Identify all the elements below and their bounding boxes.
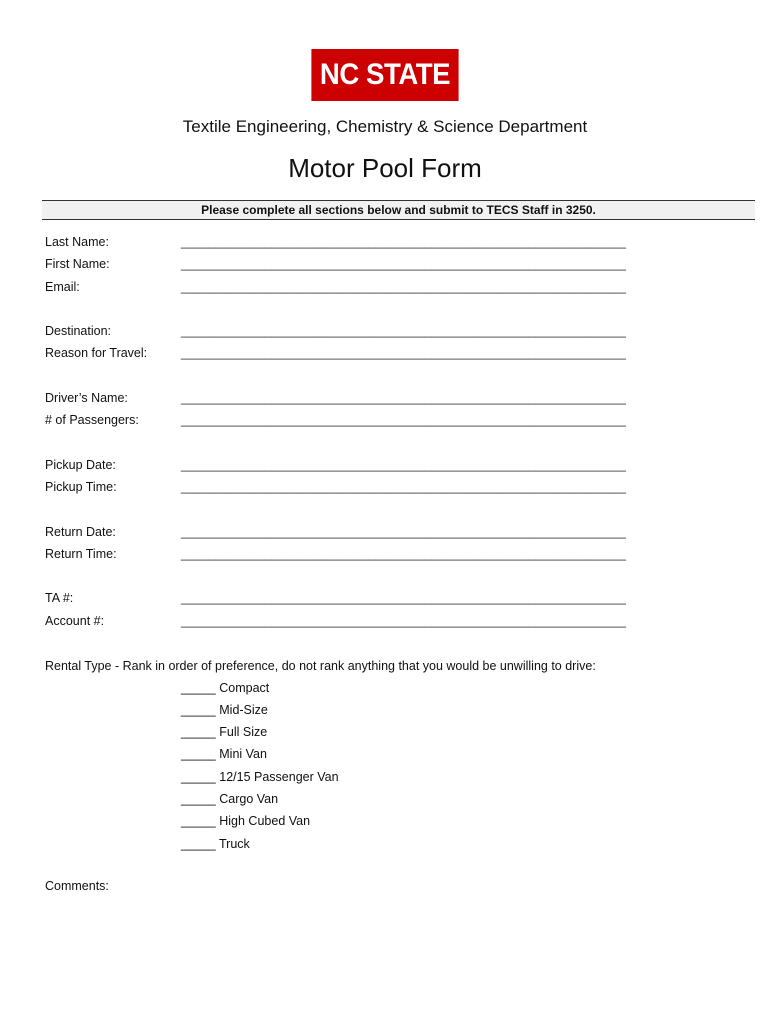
ta-number-label: TA #: <box>45 591 74 605</box>
first-name-field[interactable]: ________________________________________________________________ <box>181 257 626 271</box>
nc-state-logo: NC STATE <box>311 49 458 101</box>
first-name-label: First Name: <box>45 257 110 271</box>
rental-option-label: High Cubed Van <box>219 814 311 828</box>
drivers-name-field[interactable]: ________________________________________________________________ <box>181 391 626 405</box>
last-name-field[interactable]: ________________________________________________________________ <box>181 235 626 249</box>
rank-blank[interactable]: _____ <box>181 837 216 851</box>
email-label: Email: <box>45 280 80 294</box>
department-name: Textile Engineering, Chemistry & Science Department <box>182 117 588 136</box>
email-field[interactable]: ________________________________________________________________ <box>181 280 626 294</box>
rental-option-cargo-van[interactable] <box>181 792 278 806</box>
rental-option-label: Mini Van <box>219 747 267 761</box>
return-time-label: Return Time: <box>45 547 117 561</box>
rental-option-label: Truck <box>219 837 250 851</box>
rental-option-label: Mid-Size <box>219 703 268 717</box>
last-name-label: Last Name: <box>45 235 109 249</box>
rental-option-mid-size[interactable] <box>181 703 268 717</box>
form-title: Motor Pool Form <box>288 153 482 183</box>
rental-option-truck[interactable] <box>181 837 250 851</box>
rental-option-mini-van[interactable] <box>181 747 267 761</box>
destination-field[interactable]: ________________________________________________________________ <box>181 324 626 338</box>
rank-blank[interactable]: _____ <box>181 681 216 695</box>
rental-type-instructions: Rental Type - Rank in order of preference, do not rank anything that you would be unwilling to drive: <box>45 659 596 673</box>
rank-blank[interactable]: _____ <box>181 792 216 806</box>
instructions-banner: Please complete all sections below and submit to TECS Staff in 3250. <box>42 200 755 220</box>
passengers-field[interactable]: ________________________________________________________________ <box>181 413 626 427</box>
pickup-date-field[interactable]: ________________________________________________________________ <box>181 458 626 472</box>
return-date-label: Return Date: <box>45 525 116 539</box>
comments-label: Comments: <box>45 879 109 893</box>
return-time-field[interactable]: ________________________________________________________________ <box>181 547 626 561</box>
rental-option-compact[interactable] <box>181 681 269 695</box>
pickup-time-label: Pickup Time: <box>45 480 117 494</box>
ta-number-field[interactable]: ________________________________________________________________ <box>181 591 626 605</box>
rank-blank[interactable]: _____ <box>181 725 216 739</box>
rank-blank[interactable]: _____ <box>181 814 216 828</box>
rental-option-label: Full Size <box>219 725 268 739</box>
rank-blank[interactable]: _____ <box>181 703 216 717</box>
rental-option-high-cubed-van[interactable] <box>181 814 310 828</box>
rank-blank[interactable]: _____ <box>181 770 216 784</box>
rental-option-passenger-van[interactable] <box>181 770 339 784</box>
reason-for-travel-field[interactable]: ________________________________________________________________ <box>181 346 626 360</box>
account-number-label: Account #: <box>45 614 105 628</box>
drivers-name-label: Driver’s Name: <box>45 391 128 405</box>
pickup-date-label: Pickup Date: <box>45 458 116 472</box>
pickup-time-field[interactable]: ________________________________________________________________ <box>181 480 626 494</box>
rental-option-label: Cargo Van <box>219 792 279 806</box>
passengers-label: # of Passengers: <box>45 413 139 427</box>
rental-option-full-size[interactable] <box>181 725 267 739</box>
return-date-field[interactable]: ________________________________________________________________ <box>181 525 626 539</box>
rental-option-label: Compact <box>219 681 270 695</box>
account-number-field[interactable]: ________________________________________________________________ <box>181 614 626 628</box>
rental-option-label: 12/15 Passenger Van <box>219 770 339 784</box>
destination-label: Destination: <box>45 324 112 338</box>
reason-for-travel-label: Reason for Travel: <box>45 346 148 360</box>
rank-blank[interactable]: _____ <box>181 747 216 761</box>
